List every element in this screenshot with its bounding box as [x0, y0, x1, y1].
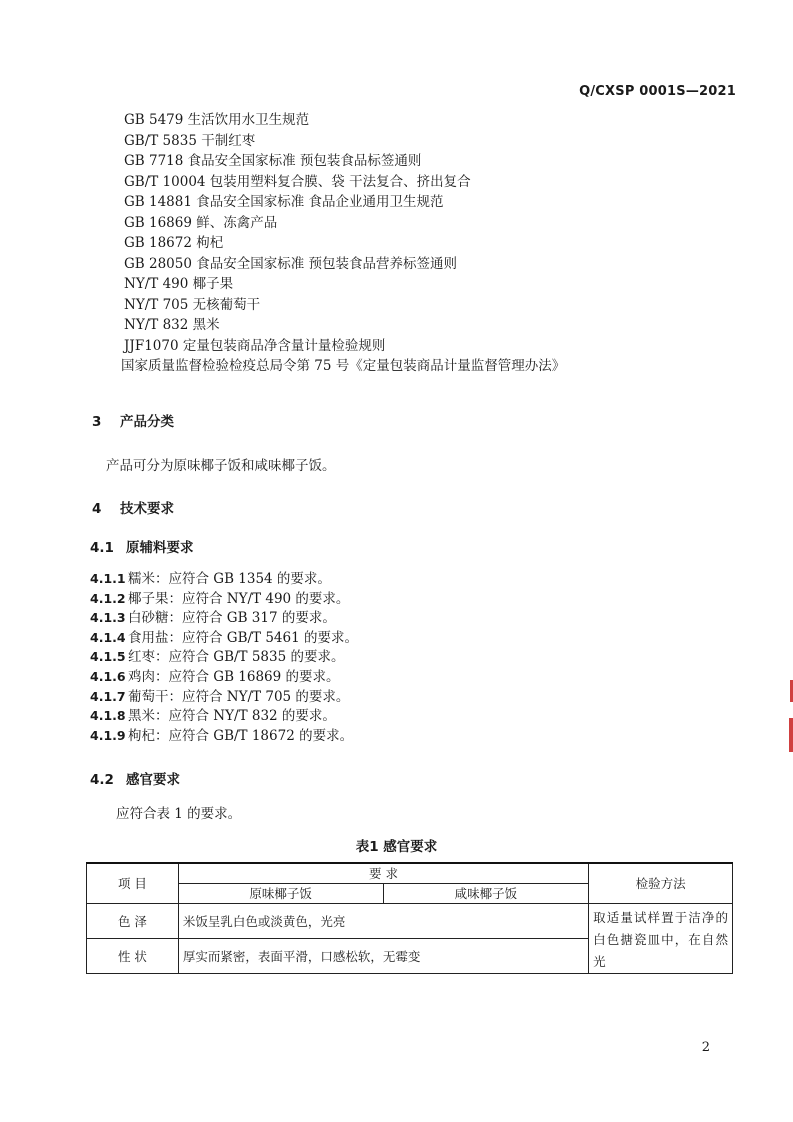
section-title: 产品分类 — [120, 414, 174, 430]
clause-number: 4.1.4 — [90, 629, 126, 645]
table-title: 表1 感官要求 — [355, 839, 438, 855]
clause-text: 食用盐：应符合 GB/T 5461 的要求。 — [128, 629, 358, 646]
clause-item — [90, 706, 358, 726]
clause-text: 白砂糖：应符合 GB 317 的要求。 — [128, 610, 336, 627]
row-item-texture: 性 状 — [87, 939, 179, 974]
clause-text: 葡萄干：应符合 NY/T 705 的要求。 — [128, 688, 350, 705]
reference-item: GB 14881 食品安全国家标准 食品企业通用卫生规范 — [124, 194, 444, 210]
header-method: 检验方法 — [589, 863, 733, 904]
reference-item: 国家质量监督检验检疫总局令第 75 号《定量包装商品计量监督管理办法》 — [121, 358, 566, 374]
reference-item: GB 5479 生活饮用水卫生规范 — [124, 112, 310, 128]
document-code: Q/CXSP 0001S—2021 — [579, 84, 736, 99]
reference-item: GB 28050 食品安全国家标准 预包装食品营养标签通则 — [124, 255, 458, 272]
section-title: 原辅料要求 — [126, 540, 194, 556]
clause-item — [90, 608, 358, 628]
row-requirement-color: 米饭呈乳白色或淡黄色，光亮 — [178, 904, 588, 939]
section-4-2-body: 应符合表 1 的要求。 — [116, 806, 242, 822]
reference-item: NY/T 490 椰子果 — [124, 276, 234, 292]
clause-item — [90, 687, 358, 707]
reference-item: GB 16869 鲜、冻禽产品 — [124, 214, 278, 231]
clause-item — [90, 647, 358, 667]
section-4-2-heading — [90, 768, 180, 788]
clause-item — [90, 726, 358, 746]
method-description: 取适量试样置于洁净的白色搪瓷皿中，在自然光 — [589, 904, 733, 974]
reference-item: GB/T 10004 包装用塑料复合膜、袋 干法复合、挤出复合 — [124, 173, 471, 190]
clause-number: 4.1.1 — [90, 571, 126, 586]
reference-item: GB 7718 食品安全国家标准 预包装食品标签通则 — [124, 153, 422, 169]
reference-item: GB 18672 枸杞 — [124, 235, 224, 251]
clause-number: 4.1.8 — [90, 708, 126, 724]
reference-item: JJF1070 定量包装商品净含量计量检验规则 — [124, 337, 386, 354]
section-number: 4.1 — [90, 540, 114, 556]
clause-number: 4.1.7 — [90, 688, 126, 704]
reference-item: GB/T 5835 干制红枣 — [124, 132, 256, 149]
section-3-heading — [92, 410, 174, 430]
header-original-flavor: 原味椰子饭 — [178, 884, 383, 904]
section-3-body: 产品可分为原味椰子饭和咸味椰子饭。 — [106, 458, 336, 474]
header-requirement: 要 求 — [178, 863, 588, 884]
section-title: 感官要求 — [126, 772, 180, 788]
row-item-color: 色 泽 — [87, 904, 179, 939]
section-title: 技术要求 — [120, 501, 174, 517]
section-number: 4 — [92, 501, 102, 517]
clause-item — [90, 628, 358, 648]
raw-material-clauses — [90, 569, 358, 745]
scan-edge-mark — [789, 718, 793, 752]
header-salty-flavor: 咸味椰子饭 — [383, 884, 589, 904]
clause-text: 红枣：应符合 GB/T 5835 的要求。 — [128, 649, 345, 666]
clause-text: 枸杞：应符合 GB/T 18672 的要求。 — [128, 727, 354, 744]
section-4-heading — [92, 497, 174, 517]
section-4-1-heading — [90, 536, 194, 556]
clause-number: 4.1.6 — [90, 668, 126, 684]
clause-text: 黑米：应符合 NY/T 832 的要求。 — [128, 708, 336, 725]
clause-number: 4.1.5 — [90, 649, 126, 665]
clause-number: 4.1.3 — [90, 610, 126, 626]
clause-text: 鸡肉：应符合 GB 16869 的要求。 — [128, 668, 340, 685]
reference-item: NY/T 832 黑米 — [124, 317, 220, 333]
clause-number: 4.1.9 — [90, 727, 126, 743]
section-number: 3 — [92, 414, 102, 430]
clause-text: 糯米：应符合 GB 1354 的要求。 — [128, 571, 331, 587]
normative-references-list — [121, 110, 566, 377]
row-requirement-texture: 厚实而紧密，表面平滑，口感松软，无霉变 — [178, 939, 588, 974]
clause-item — [90, 569, 358, 589]
clause-number: 4.1.2 — [90, 590, 126, 606]
header-item: 项 目 — [87, 863, 179, 904]
page-number: 2 — [701, 1040, 710, 1055]
section-number: 4.2 — [90, 772, 114, 788]
reference-item: NY/T 705 无核葡萄干 — [124, 296, 261, 313]
clause-item — [90, 667, 358, 687]
clause-text: 椰子果：应符合 NY/T 490 的要求。 — [128, 590, 350, 607]
clause-item — [90, 589, 358, 609]
sensory-requirements-table — [86, 862, 733, 974]
